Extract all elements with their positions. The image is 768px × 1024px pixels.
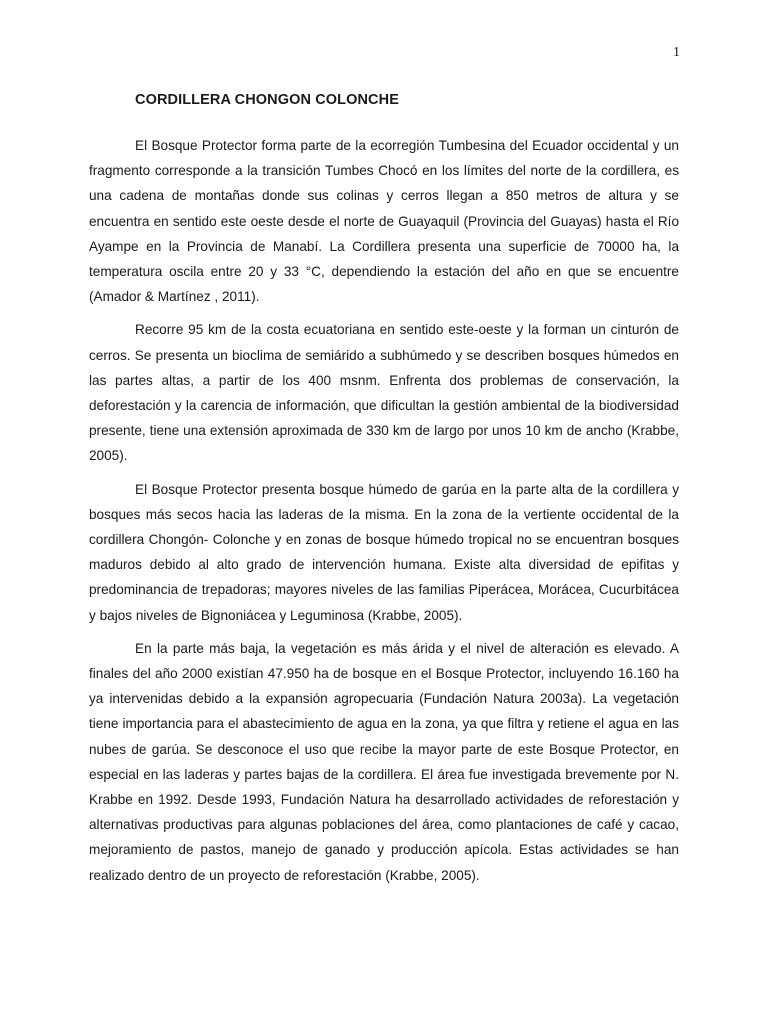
paragraph-2: Recorre 95 km de la costa ecuatoriana en sentido este-oeste y la forman un cinturón de cerros. Se presenta un bioclima de semiárido a subhúmedo y se describen bosques húmedos en las partes altas, a partir de los 400 msnm. Enfrenta dos problemas de conservación, la deforestación y la carencia de información, que dificultan la gestión ambiental de la biodiversidad presente, tiene una extensión aproximada de 330 km de largo por unos 10 km de ancho (Krabbe, 2005). (89, 322, 679, 464)
paragraph-3: El Bosque Protector presenta bosque húmedo de garúa en la parte alta de la cordillera y bosques más secos hacia las laderas de la misma. En la zona de la vertiente occidental de la cordillera Chongón- Colonche y en zonas de bosque húmedo tropical no se encuentran bosques maduros debido al alto grado de intervención humana. Existe alta diversidad de epifitas y predominancia de trepadoras; mayores niveles de las familias Piperácea, Morácea, Cucurbitácea y bajos niveles de Bignoniácea y Leguminosa (Krabbe, 2005). (89, 481, 679, 623)
document-body (89, 133, 679, 896)
document-title: CORDILLERA CHONGON COLONCHE (135, 92, 399, 108)
paragraph-4: En la parte más baja, la vegetación es más árida y el nivel de alteración es elevado. A finales del año 2000 existían 47.950 ha de bosque en el Bosque Protector, incluyendo 16.160 ha ya intervenidas debido a la expansión agropecuaria (Fundación Natura 2003a). La vegetación tiene importancia para el abastecimiento de agua en la zona, ya que filtra y retiene el agua en las nubes de garúa. Se desconoce el uso que recibe la mayor parte de este Bosque Protector, en especial en las laderas y partes bajas de la cordillera. El área fue investigada brevemente por N. Krabbe en 1992. Desde 1993, Fundación Natura ha desarrollado actividades de reforestación y alternativas productivas para algunas poblaciones del área, como plantaciones de café y cacao, mejoramiento de pastos, manejo de ganado y producción apícola. Estas actividades se han realizado dentro de un proyecto de reforestación (Krabbe, 2005). (89, 640, 679, 883)
page-number: 1 (673, 45, 680, 60)
paragraph-1: El Bosque Protector forma parte de la ecorregión Tumbesina del Ecuador occidental y un fragmento corresponde a la transición Tumbes Chocó en los límites del norte de la cordillera, es una cadena de montañas donde sus colinas y cerros llegan a 850 metros de altura y se encuentra en sentido este oeste desde el norte de Guayaquil (Provincia del Guayas) hasta el Río Ayampe en la Provincia de Manabí. La Cordillera presenta una superficie de 70000 ha, la temperatura oscila entre 20 y 33 °C, dependiendo la estación del año en que se encuentre (Amador & Martínez , 2011). (89, 138, 679, 305)
